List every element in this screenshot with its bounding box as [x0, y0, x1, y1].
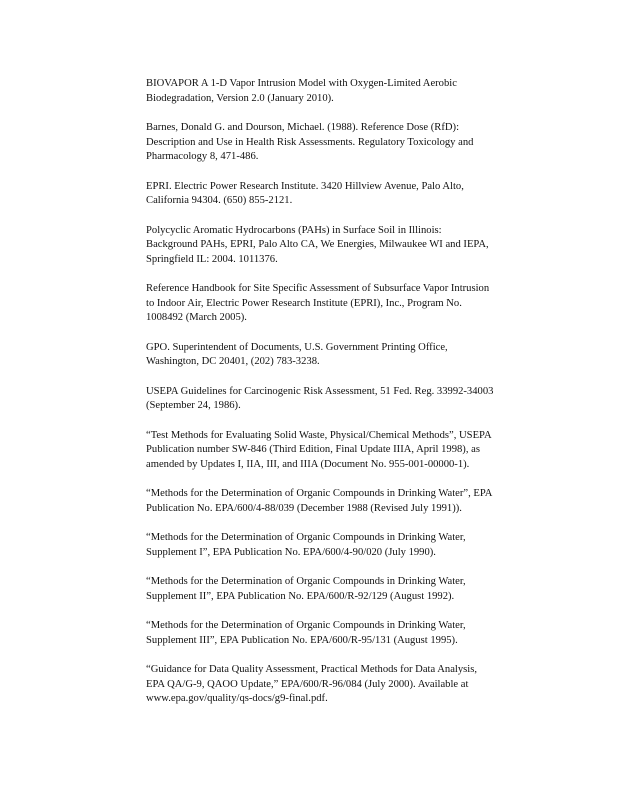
reference-line: USEPA Guidelines for Carcinogenic Risk Assessment, 51 Fed. Reg. 33992-34003: [146, 385, 494, 397]
reference-line: BIOVAPOR A 1-D Vapor Intrusion Model with Oxygen-Limited Aerobic: [146, 78, 457, 89]
reference-line: Background PAHs, EPRI, Palo Alto CA, We Energies, Milwaukee WI and IEPA,: [146, 239, 489, 250]
reference-entry: [146, 224, 538, 268]
reference-entry: [146, 282, 538, 326]
reference-entry: [146, 429, 538, 473]
reference-line: (September 24, 1986).: [146, 400, 241, 411]
reference-entry: [146, 121, 538, 165]
reference-line: Pharmacology 8, 471-486.: [146, 151, 259, 162]
reference-line: Reference Handbook for Site Specific Assessment of Subsurface Vapor Intrusion: [146, 283, 490, 294]
reference-entry: [146, 77, 538, 106]
reference-line: Washington, DC 20401, (202) 783-3238.: [146, 356, 320, 367]
reference-line: Supplement III”, EPA Publication No. EPA/600/R-95/131 (August 1995).: [146, 634, 458, 646]
reference-line: “Methods for the Determination of Organic Compounds in Drinking Water”, EPA: [146, 488, 493, 499]
reference-line: amended by Updates I, IIA, III, and IIIA (Document No. 955-001-00000-1).: [146, 458, 470, 470]
reference-list: [146, 77, 538, 722]
reference-line: EPRI. Electric Power Research Institute. 3420 Hillview Avenue, Palo Alto,: [146, 180, 464, 192]
reference-line: Biodegradation, Version 2.0 (January 2010).: [146, 92, 334, 104]
reference-line: “Guidance for Data Quality Assessment, Practical Methods for Data Analysis,: [146, 664, 477, 675]
reference-entry: [146, 385, 538, 414]
reference-entry: [146, 487, 538, 516]
reference-line: California 94304. (650) 855-2121.: [146, 195, 293, 206]
reference-entry: [146, 575, 538, 604]
reference-line: 1008492 (March 2005).: [146, 312, 247, 323]
reference-line: Polycyclic Aromatic Hydrocarbons (PAHs) in Surface Soil in Illinois:: [146, 224, 442, 236]
reference-line: Springfield IL: 2004. 1011376.: [146, 253, 278, 265]
reference-line: EPA QA/G-9, QAOO Update,” EPA/600/R-96/084 (July 2000). Available at: [146, 678, 469, 690]
reference-line: Barnes, Donald G. and Dourson, Michael. (1988). Reference Dose (RfD):: [146, 122, 460, 133]
reference-line: Supplement II”, EPA Publication No. EPA/600/R-92/129 (August 1992).: [146, 590, 455, 602]
reference-entry: [146, 531, 538, 560]
reference-line: GPO. Superintendent of Documents, U.S. Government Printing Office,: [146, 341, 448, 353]
reference-line: Supplement I”, EPA Publication No. EPA/600/4-90/020 (July 1990).: [146, 546, 436, 558]
reference-line: “Test Methods for Evaluating Solid Waste, Physical/Chemical Methods”, USEPA: [146, 429, 492, 441]
reference-entry: [146, 341, 538, 370]
reference-line: “Methods for the Determination of Organic Compounds in Drinking Water,: [146, 532, 466, 543]
reference-line: “Methods for the Determination of Organic Compounds in Drinking Water,: [146, 620, 466, 631]
reference-line: Publication number SW-846 (Third Edition, Final Update IIIA, April 1998), as: [146, 444, 480, 455]
reference-line: to Indoor Air, Electric Power Research Institute (EPRI), Inc., Program No.: [146, 297, 462, 309]
reference-line: Publication No. EPA/600/4-88/039 (December 1988 (Revised July 1991)).: [146, 502, 462, 514]
reference-entry: [146, 663, 538, 707]
reference-line: www.epa.gov/quality/qs-docs/g9-final.pdf.: [146, 693, 328, 704]
reference-line: “Methods for the Determination of Organic Compounds in Drinking Water,: [146, 576, 466, 587]
reference-line: Description and Use in Health Risk Assessments. Regulatory Toxicology and: [146, 136, 474, 148]
reference-entry: [146, 619, 538, 648]
reference-entry: [146, 180, 538, 209]
